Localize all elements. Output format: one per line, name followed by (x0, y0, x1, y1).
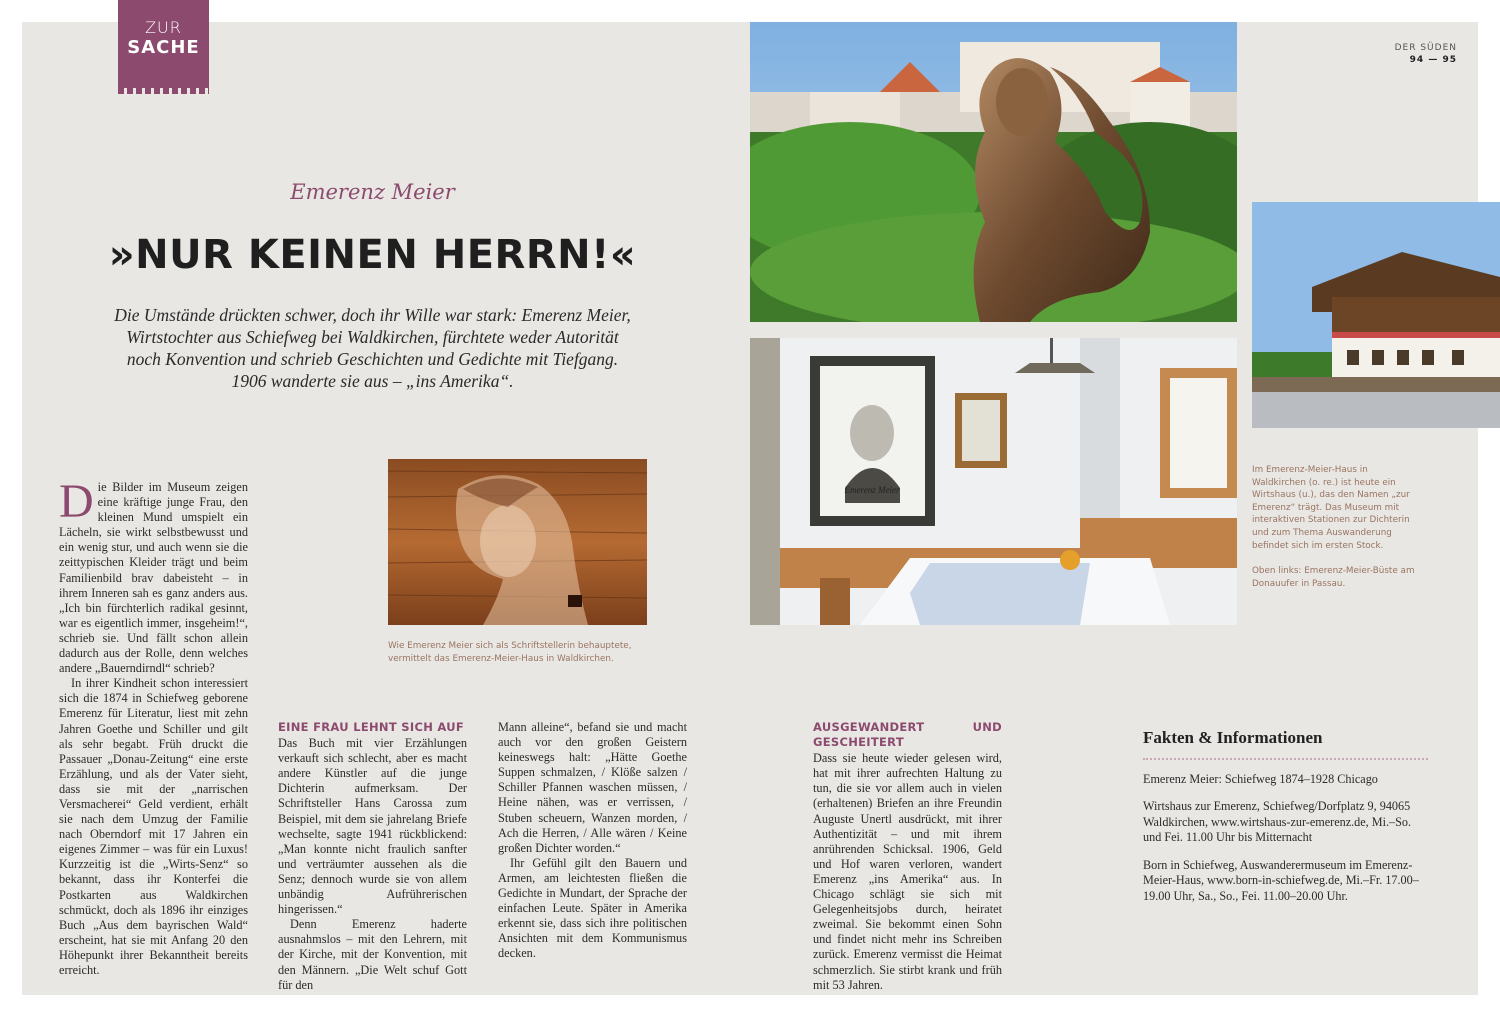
facts-line-1: Emerenz Meier: Schiefweg 1874–1928 Chicago (1143, 771, 1378, 786)
lead-paragraph: Die Umstände drückten schwer, doch ihr Wille war stark: Emerenz Meier, Wirtstochter aus Schiefweg bei Waldkirchen, fürchtete weder Autorität noch Konvention und schrieb Geschichten und Gedichte mit Tiefgang. 1906 wanderte sie aus – „ins Amerika“. (114, 305, 631, 391)
page-numbers: 94 — 95 (1409, 55, 1457, 65)
column-4 (813, 720, 1002, 993)
caption-bust: Oben links: Emerenz-Meier-Büste am Donauufer in Passau. (1252, 566, 1415, 589)
facts-line-2: Wirtshaus zur Emerenz, Schiefweg/Dorfplatz 9, 94065 Waldkirchen, www.wirtshaus-zur-emerenz.de, Mi.–So. und Fei. 11.00 Uhr bis Mitternacht (1143, 799, 1412, 844)
col3-paragraph-1: Mann alleine“, befand sie und macht auch vor den großen Geistern keineswegs halt: „Hätte Goethe Suppen schmalzen, / Klöße salzen / Schiller Pfannen waschen müssen, / Heine nähen, was er verrissen, / Stuben scheuern, Wanzen morden, / Ach die Herren, / Alle wären / Keine großen Dichter worden.“ (498, 720, 687, 855)
col2-paragraph-1: Das Buch mit vier Erzählungen verkauft sich schlecht, aber es macht andere Künstler auf die junge Dichterin aufmerksam. Der Schriftsteller Hans Carossa zum Beispiel, mit dem sie jahrelang Briefe wechselte, sagte 1941 rückblickend: „Man konnte nicht fraulich sanfter und verträumter aussehen als die Senz; dennoch wurde sie von allem unbändig Aufrührerischen hingerissen.“ (278, 736, 467, 917)
col3-paragraph-2: Ihr Gefühl gilt den Bauern und Armen, am leichtesten fließen die Gedichte in Mundart, der Sprache der einfachen Leute. Später in Amerika erkennt sie, dass sich ihre politischen Ansichten mit dem Kommunismus decken. (498, 855, 687, 961)
facts-title: Fakten & Informationen (1143, 728, 1323, 747)
headline: »NUR KEINEN HERRN!« (108, 232, 637, 278)
page-number (1395, 42, 1457, 66)
portrait-signature: Emerenz Meier (844, 485, 900, 495)
col1-paragraph-2: In ihrer Kindheit schon interessiert sich die 1874 in Schiefweg geborene Emerenz für Literatur, liest mit zehn Jahren Goethe und Schiller und gilt als sehr begabt. Früh druckt die Passauer „Donau-Zeitung“ eine erste Erzählung, und als der Vater sieht, dass sie mit der „narrischen Versmacherei“ Geld verdient, erhält sie nach dem Umzug der Familie nach Oberndorf mit 17 Jahren ein eigenes Zimmer – was für ein Luxus! Kurzzeitig ist die „Wirts-Senz“ so bekannt, dass ihr Konterfei die Postkarten aus Waldkirchen schmückt, doch als 1896 ihr einziges Buch „Aus dem bayrischen Wald“ erscheint, hat sie mit Anfang 20 den Höhepunkt ihrer Bekanntheit bereits erreicht. (59, 676, 248, 977)
column-1 (59, 475, 248, 978)
wirtshaus-room-photo (750, 338, 1237, 625)
caption-wood: Wie Emerenz Meier sich als Schriftstellerin behauptete, vermittelt das Emerenz-Meier-Haus in Waldkirchen. (388, 641, 632, 664)
wood-portrait-photo (388, 459, 647, 625)
emerenz-meier-house-photo (1252, 202, 1500, 428)
drop-cap: D (59, 475, 94, 528)
column-3 (498, 720, 687, 962)
subheading-1: EINE FRAU LEHNT SICH AUF (278, 720, 465, 734)
section-name: DER SÜDEN (1394, 43, 1457, 53)
col4-paragraph-1: Dass sie heute wieder gelesen wird, hat mit ihrer aufrechten Haltung zu tun, die sie vor allem auch in vielen (erhaltenen) Briefen an ihre Freundin Auguste Unertl ausdrückt, mit ihrer Authentizität – und mit ihrem anrührenden Schicksal. 1906, Geld und Hof waren verloren, wandert Emerenz „ins Amerika“ aus. In Chicago schlägt sie sich mit Gelegenheitsjobs durch, heiratet zweimal. Sie bekommt einen Sohn und findet nicht mehr ins Schreiben zurück. Emerenz vermisst die Heimat schmerzlich. Sie stirbt krank und früh mit 53 Jahren. (813, 751, 1002, 992)
kicker: Emerenz Meier (290, 180, 455, 204)
facts-box (1143, 730, 1428, 916)
statue-photo (750, 22, 1237, 322)
col1-paragraph-1: Die Bilder im Museum zeigen eine kräftige junge Frau, den kleinen Mund umspielt ein Lächeln, sie wirkt selbstbewusst und ein wenig stur, und auch wenn sie die zeittypischen Kleider trägt und beim Familienbild brav dabeisteht – in ihrem Inneren sah es ganz anders aus. „Ich bin fürchterlich radikal gesinnt, war es eigentlich immer, insgeheim!“, schrieb sie. Und fällt schon allein dadurch aus der Rolle, denn welches andere „Bauerndirndl“ schrieb? (59, 475, 248, 676)
tag-line2: SACHE (127, 37, 200, 58)
section-tag (118, 0, 209, 88)
subheading-2: AUSGEWANDERT UND GESCHEITERT (813, 720, 1002, 750)
facts-line-3: Born in Schiefweg, Auswanderermuseum im Emerenz-Meier-Haus, www.born-in-schiefweg.de, Mi.–Fr. 17.00–19.00 Uhr, Sa., So., Fei. 11.00–20.00 Uhr. (1143, 857, 1419, 903)
caption-house: Im Emerenz-Meier-Haus in Waldkirchen (o. re.) ist heute ein Wirtshaus (u.), das den Namen „zur Emerenz“ trägt. Das Museum mit interaktiven Stationen zur Dichterin und zum Thema Auswanderung befindet sich im ersten Stock. (1252, 465, 1410, 551)
tag-line1: ZUR (145, 18, 182, 37)
col2-paragraph-2: Denn Emerenz haderte ausnahmslos – mit den Lehrern, mit der Kirche, mit der Konvention, mit den Männern. „Die Welt schuf Gott für den (278, 917, 467, 992)
facts-divider (1143, 758, 1428, 760)
column-2 (278, 720, 467, 993)
